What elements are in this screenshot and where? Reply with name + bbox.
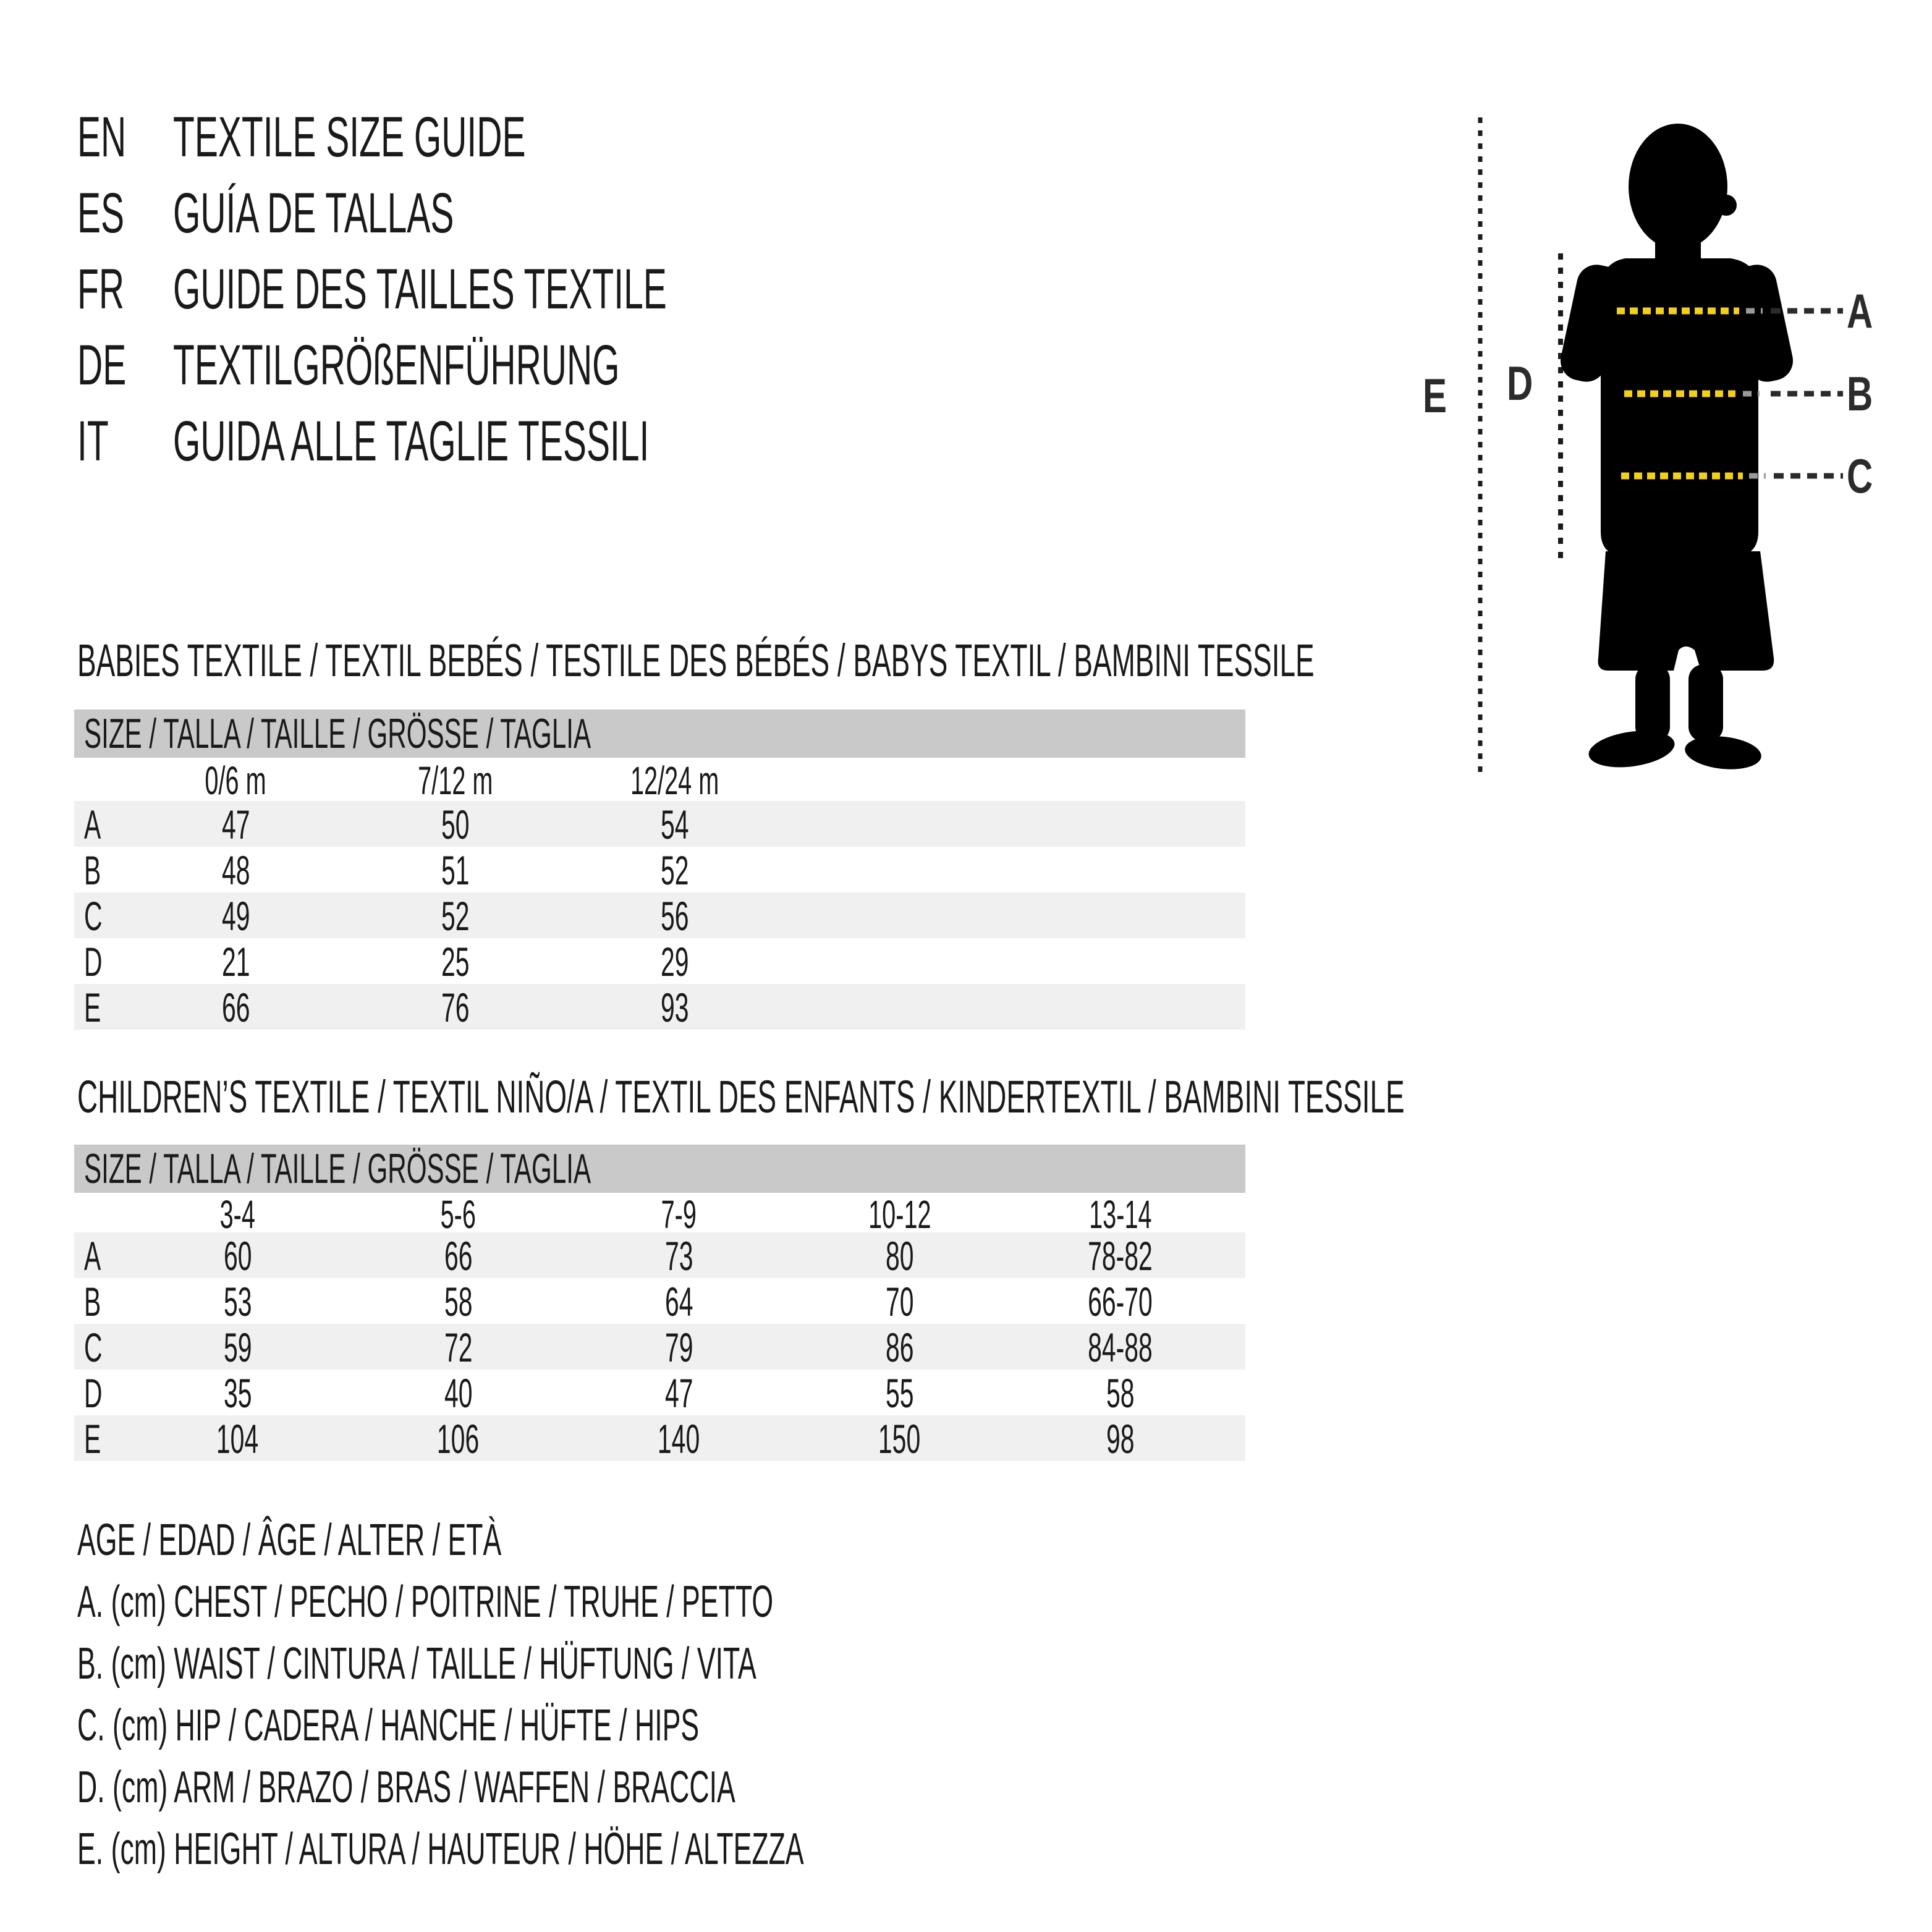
column-header: 3-4 xyxy=(219,1192,256,1237)
cell-value: 25 xyxy=(441,939,470,985)
language-code: DE xyxy=(77,333,127,397)
cell-value: 51 xyxy=(441,847,470,893)
table-row xyxy=(74,938,1245,984)
babies-section-title: BABIES TEXTILE / TEXTIL BEBÉS / TESTILE DES BÉBÉS / BABYS TEXTIL / BAMBINI TESSILE xyxy=(77,635,1315,686)
cell-value: 104 xyxy=(216,1416,259,1462)
cell-value: 79 xyxy=(664,1324,693,1370)
column-header: 13-14 xyxy=(1088,1192,1152,1237)
cell-value: 76 xyxy=(441,985,470,1030)
language-row-en xyxy=(77,101,800,174)
legend-line-hip: C. (cm) HIP / CADERA / HANCHE / HÜFTE / HIPS xyxy=(77,1701,700,1750)
language-row-de xyxy=(77,329,952,402)
guide-title: GUIDE DES TAILLES TEXTILE xyxy=(173,257,667,321)
cell-value: 52 xyxy=(441,893,470,939)
legend-line-waist: B. (cm) WAIST / CINTURA / TAILLE / HÜFTUNG / VITA xyxy=(77,1639,756,1688)
table-row xyxy=(74,1278,1245,1324)
language-code: IT xyxy=(77,409,109,473)
legend-line-arm: D. (cm) ARM / BRAZO / BRAS / WAFFEN / BRACCIA xyxy=(77,1763,735,1812)
cell-value: 49 xyxy=(221,893,250,939)
row-label: D xyxy=(84,939,103,985)
cell-value: 53 xyxy=(223,1279,252,1324)
column-header: 7/12 m xyxy=(417,758,493,803)
legend-line-height: E. (cm) HEIGHT / ALTURA / HAUTEUR / HÖHE / ALTEZZA xyxy=(77,1824,804,1874)
language-code: FR xyxy=(77,257,125,321)
cell-value: 66 xyxy=(444,1233,473,1279)
guide-title: TEXTILE SIZE GUIDE xyxy=(173,105,526,169)
cell-value: 52 xyxy=(660,847,689,893)
cell-value: 55 xyxy=(885,1370,914,1416)
guide-title: GUÍA DE TALLAS xyxy=(173,181,454,245)
cell-value: 80 xyxy=(885,1233,914,1279)
language-row-es xyxy=(77,177,685,250)
figure-label-e: E xyxy=(1423,368,1447,423)
figure-label-c: C xyxy=(1847,449,1873,503)
cell-value: 58 xyxy=(1106,1370,1135,1416)
cell-value: 47 xyxy=(664,1370,693,1416)
table-row xyxy=(74,892,1245,938)
cell-value: 59 xyxy=(223,1324,252,1370)
children-size-table xyxy=(74,1192,1245,1461)
cell-value: 150 xyxy=(878,1416,921,1462)
column-header: 5-6 xyxy=(440,1192,477,1237)
row-label: C xyxy=(84,1324,103,1370)
column-header: 10-12 xyxy=(868,1192,931,1237)
cell-value: 56 xyxy=(660,893,689,939)
guide-title: TEXTILGRÖßENFÜHRUNG xyxy=(173,333,620,397)
cell-value: 78-82 xyxy=(1088,1233,1153,1279)
cell-value: 73 xyxy=(664,1233,693,1279)
cell-value: 70 xyxy=(885,1279,914,1324)
row-label: E xyxy=(84,985,101,1030)
row-label: B xyxy=(84,847,101,893)
row-label: A xyxy=(84,1233,101,1279)
cell-value: 60 xyxy=(223,1233,252,1279)
legend-line-chest: A. (cm) CHEST / PECHO / POITRINE / TRUHE / PETTO xyxy=(77,1577,774,1627)
children-size-header-bar: SIZE / TALLA / TAILLE / GRÖSSE / TAGLIA xyxy=(74,1145,1245,1193)
row-label: B xyxy=(84,1279,101,1324)
cell-value: 140 xyxy=(658,1416,700,1462)
column-header: 12/24 m xyxy=(630,758,719,803)
measurement-figure xyxy=(1409,87,1932,803)
cell-value: 72 xyxy=(444,1324,473,1370)
cell-value: 86 xyxy=(885,1324,914,1370)
figure-label-b: B xyxy=(1847,366,1873,421)
legend-line-age: AGE / EDAD / ÂGE / ALTER / ETÀ xyxy=(77,1515,502,1565)
language-code: ES xyxy=(77,181,125,245)
table-row xyxy=(74,847,1245,892)
row-label: E xyxy=(84,1416,101,1462)
cell-value: 58 xyxy=(444,1279,473,1324)
babies-size-table xyxy=(74,758,1245,1030)
figure-label-d: D xyxy=(1507,356,1533,410)
cell-value: 64 xyxy=(664,1279,693,1324)
cell-value: 93 xyxy=(660,985,689,1030)
column-header: 7-9 xyxy=(661,1192,697,1237)
language-row-fr xyxy=(77,253,1028,326)
table-row xyxy=(74,1324,1245,1370)
cell-value: 50 xyxy=(441,802,470,847)
table-column-header-row xyxy=(74,758,1245,801)
cell-value: 35 xyxy=(223,1370,252,1416)
cell-value: 98 xyxy=(1106,1416,1135,1462)
row-label: D xyxy=(84,1370,103,1416)
table-column-header-row xyxy=(74,1192,1245,1237)
cell-value: 47 xyxy=(221,802,250,847)
cell-value: 29 xyxy=(660,939,689,985)
table-row xyxy=(74,1415,1245,1461)
cell-value: 54 xyxy=(660,802,689,847)
column-header: 0/6 m xyxy=(205,758,267,803)
cell-value: 66-70 xyxy=(1088,1279,1153,1324)
figure-label-a: A xyxy=(1847,284,1873,338)
children-section-title: CHILDREN’S TEXTILE / TEXTIL NIÑO/A / TEXTIL DES ENFANTS / KINDERTEXTIL / BAMBINI TESSILE xyxy=(77,1071,1405,1122)
table-row xyxy=(74,1370,1245,1415)
cell-value: 40 xyxy=(444,1370,473,1416)
cell-value: 106 xyxy=(437,1416,480,1462)
guide-title: GUIDA ALLE TAGLIE TESSILI xyxy=(173,409,650,473)
cell-value: 21 xyxy=(221,939,250,985)
language-code: EN xyxy=(77,105,127,169)
cell-value: 48 xyxy=(221,847,250,893)
table-row xyxy=(74,1232,1245,1278)
cell-value: 66 xyxy=(221,985,250,1030)
babies-size-header-bar: SIZE / TALLA / TAILLE / GRÖSSE / TAGLIA xyxy=(74,710,1245,758)
table-row xyxy=(74,801,1245,847)
row-label: C xyxy=(84,893,103,939)
cell-value: 84-88 xyxy=(1088,1324,1153,1370)
row-label: A xyxy=(84,802,101,847)
table-row xyxy=(74,984,1245,1030)
language-row-it xyxy=(77,405,1000,478)
